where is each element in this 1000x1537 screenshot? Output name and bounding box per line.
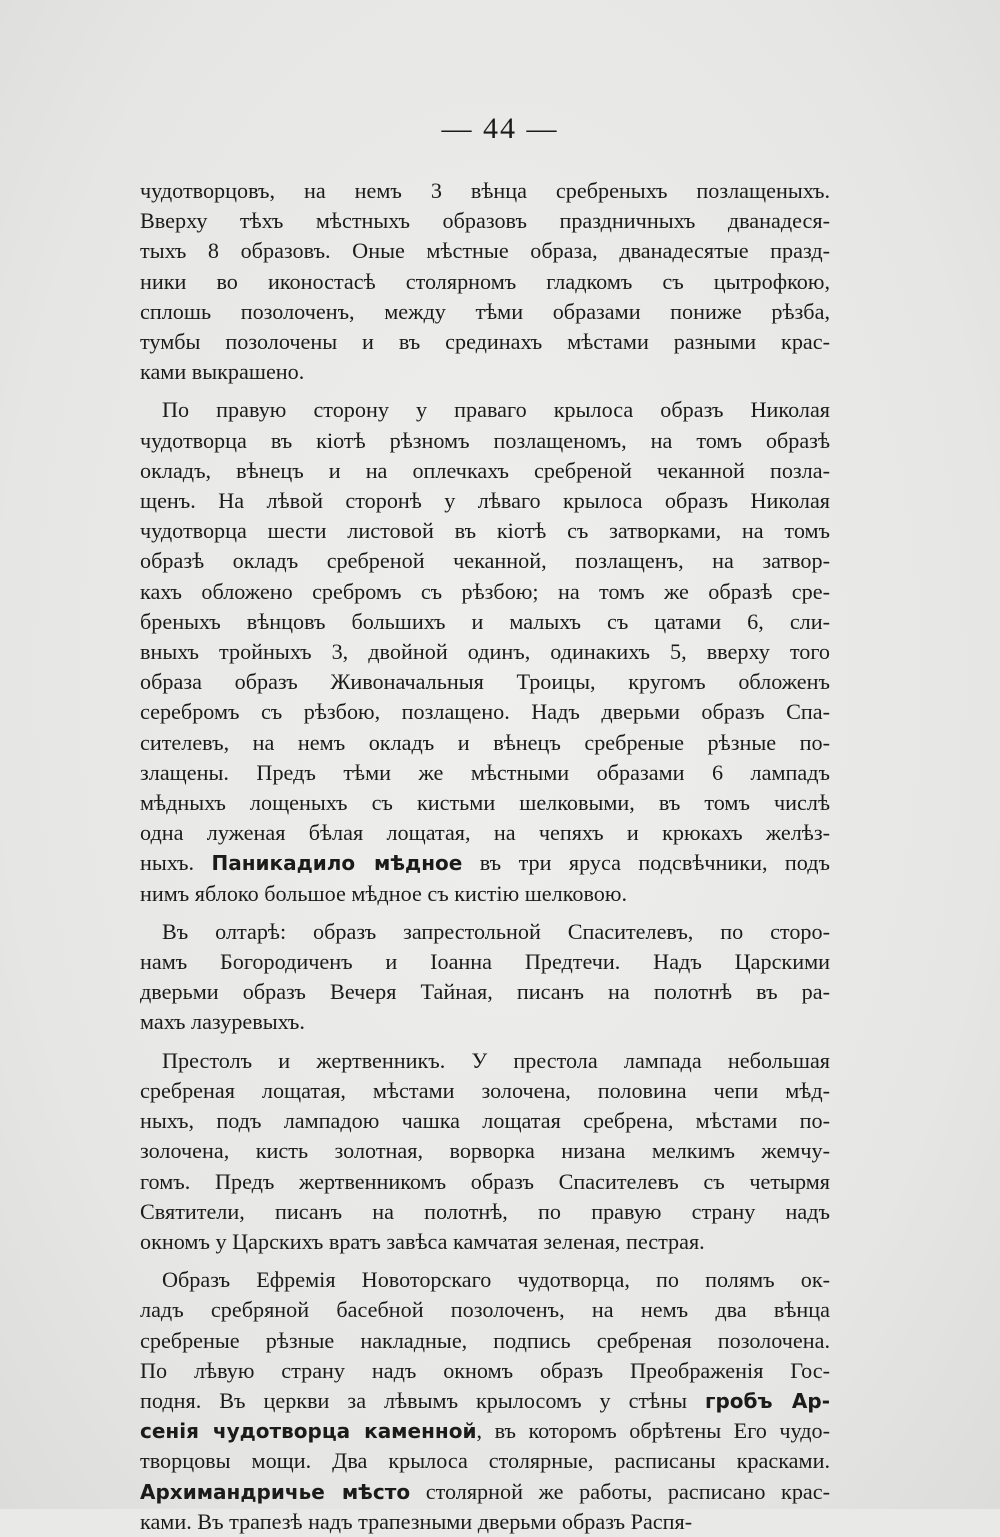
text-line: бреныхъ вѣнцовъ большихъ и малыхъ съ цатами 6, сли- — [140, 608, 830, 634]
paragraph — [140, 395, 830, 908]
text-line: щенъ. На лѣвой сторонѣ у лѣваго крылоса образъ Николая — [140, 488, 830, 514]
paragraph — [140, 1265, 830, 1537]
text-line: дверьми образъ Вечеря Тайная, писанъ на полотнѣ въ ра- — [140, 979, 830, 1005]
text-line: сенія чудотворца каменной, въ которомъ обрѣтены Его чудо- — [140, 1418, 830, 1444]
text-line: серебромъ съ рѣзбою, позлащено. Надъ дверьми образъ Спа- — [140, 699, 830, 725]
paragraph — [140, 917, 830, 1038]
text-line: Вверху тѣхъ мѣстныхъ образовъ праздничныхъ дванадеся- — [140, 208, 830, 234]
text-line: чудотворцовъ, на немъ 3 вѣнца сребреныхъ позлащеныхъ. — [140, 178, 830, 203]
text-line: махъ лазуревыхъ. — [140, 1009, 305, 1035]
bold-phrase: Архимандричье мѣсто — [140, 1479, 411, 1504]
text-line: вныхъ тройныхъ 3, двойной одинъ, одинакихъ 5, вверху того — [140, 639, 830, 665]
text-line: Святители, писанъ на полотнѣ, по правую страну надъ — [140, 1198, 830, 1224]
text-line: намъ Богородиченъ и Іоанна Предтечи. Надъ Царскими — [140, 949, 830, 975]
page-number: — 44 — — [441, 112, 559, 145]
paragraph-gap — [140, 1038, 830, 1046]
paragraph — [140, 1046, 830, 1257]
text-line: ладъ сребряной басебной позолоченъ, на немъ два вѣнца — [140, 1297, 830, 1323]
paragraph-gap — [140, 909, 830, 917]
bold-phrase: сенія чудотворца каменной — [140, 1419, 477, 1444]
text-line: ныхъ. Паникадило мѣдное въ три яруса подсвѣчники, подъ — [140, 850, 830, 876]
text-line: злащены. Предъ тѣми же мѣстными образами 6 лампадъ — [140, 759, 830, 785]
page-text — [140, 176, 830, 1537]
text-line: окладъ, вѣнецъ и на оплечкахъ сребреной чеканной позла- — [140, 457, 830, 483]
paragraph — [140, 176, 830, 387]
text-line: гомъ. Предъ жертвенникомъ образъ Спасителевъ съ четырмя — [140, 1168, 830, 1194]
text-line: кахъ обложено сребромъ съ рѣзбою; на томъ же образѣ сре- — [140, 578, 830, 604]
text-line: ками выкрашено. — [140, 359, 305, 385]
paragraph-gap — [140, 1257, 830, 1265]
bold-phrase: Паникадило мѣдное — [211, 851, 463, 876]
text-line: чудотворца шести листовой въ кіотѣ съ затворками, на томъ — [140, 518, 830, 544]
text-line: Престолъ и жертвенникъ. У престола лампада небольшая — [162, 1047, 830, 1073]
text-line: Въ олтарѣ: образъ запрестольной Спасителевъ, по сторо- — [162, 918, 830, 944]
text-line: образѣ окладъ сребреной чеканной, позлащенъ, на затвор- — [140, 548, 830, 574]
text-line: тумбы позолочены и въ срединахъ мѣстами разными крас- — [140, 329, 830, 355]
text-line: ныхъ, подъ лампадою чашка лощатая сребрена, мѣстами по- — [140, 1108, 830, 1134]
text-line: Архимандричье мѣсто столярной же работы, расписано крас- — [140, 1478, 830, 1504]
text-line: одна луженая бѣлая лощатая, на чепяхъ и крюкахъ желѣз- — [140, 820, 830, 846]
text-line: По лѣвую страну надъ окномъ образъ Преображенія Гос- — [140, 1357, 830, 1383]
text-line: образа образъ Живоначальныя Троицы, кругомъ обложенъ — [140, 669, 830, 695]
text-line: окномъ у Царскихъ вратъ завѣса камчатая зеленая, пестрая. — [140, 1228, 705, 1254]
text-line: ками. Въ трапезѣ надъ трапезными дверьми образъ Распя- — [140, 1508, 693, 1534]
paragraph-gap — [140, 387, 830, 395]
text-line: творцовы мощи. Два крылоса столярные, расписаны красками. — [140, 1448, 830, 1474]
text-line: сителевъ, на немъ окладъ и вѣнецъ сребреные рѣзные по- — [140, 729, 830, 755]
text-line: сребреная лощатая, мѣстами золочена, половина чепи мѣд- — [140, 1077, 830, 1103]
text-line: нимъ яблоко большое мѣдное съ кистію шелковою. — [140, 880, 627, 906]
text-line: ники во иконостасѣ столярномъ гладкомъ съ цытрофкою, — [140, 268, 830, 294]
text-line: чудотворца въ кіотѣ рѣзномъ позлащеномъ, на томъ образѣ — [140, 427, 830, 453]
text-line: мѣдныхъ лощеныхъ съ кистьми шелковыми, въ томъ числѣ — [140, 790, 830, 816]
text-line: тыхъ 8 образовъ. Оные мѣстные образа, дванадесятые празд- — [140, 238, 830, 264]
text-line: По правую сторону у праваго крылоса образъ Николая — [162, 397, 830, 423]
text-line: Образъ Ефремія Новоторскаго чудотворца, по полямъ ок- — [162, 1267, 830, 1293]
text-line: золочена, кисть золотная, ворворка низана мелкимъ жемчу- — [140, 1138, 830, 1164]
text-line: сплошь позолоченъ, между тѣми образами пониже рѣзба, — [140, 298, 830, 324]
text-line: сребреные рѣзные накладные, подпись сребреная позолочена. — [140, 1327, 830, 1353]
bold-phrase: гробъ Ар- — [705, 1388, 830, 1413]
text-line: подня. Въ церкви за лѣвымъ крылосомъ у стѣны гробъ Ар- — [140, 1387, 830, 1413]
